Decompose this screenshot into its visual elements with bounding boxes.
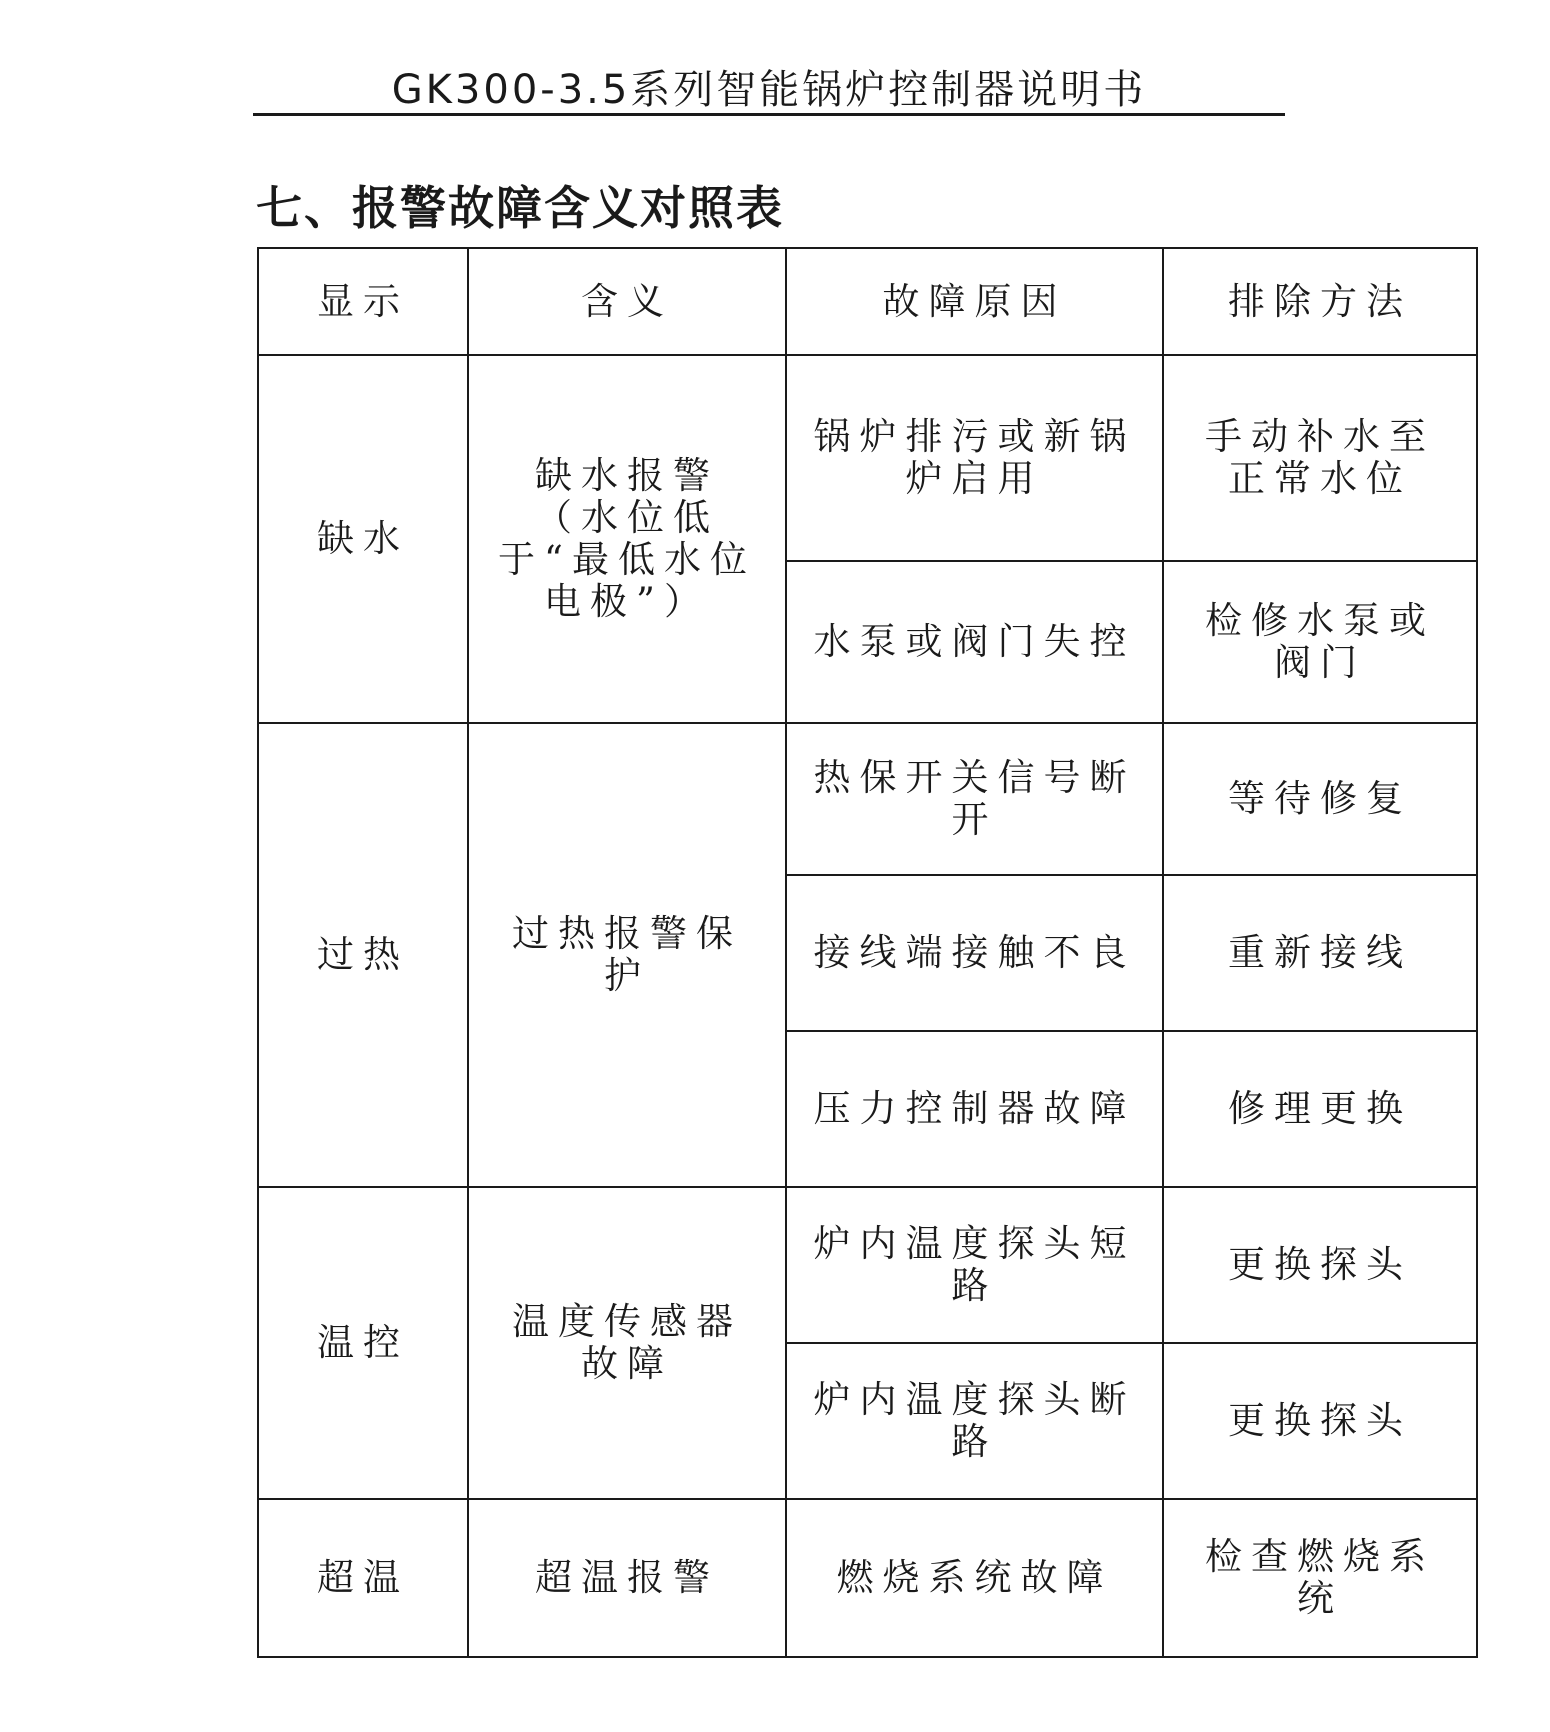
cause-cell: 接线端接触不良 [786,875,1163,1031]
meaning-cell: 缺水报警（水位低于“最低水位电极”） [468,355,786,723]
display-cell: 超温 [258,1499,468,1657]
table-row [258,1187,1477,1343]
display-cell: 缺水 [258,355,468,723]
meaning-cell: 过热报警保护 [468,723,786,1187]
column-header-display: 显示 [258,248,468,355]
column-header-cause: 故障原因 [786,248,1163,355]
remedy-cell: 等待修复 [1163,723,1477,875]
display-cell: 过热 [258,723,468,1187]
table-header-row [258,248,1477,355]
cause-cell: 炉内温度探头断路 [786,1343,1163,1499]
document-header: GK300-3.5系列智能锅炉控制器说明书 [391,67,1147,113]
remedy-cell: 更换探头 [1163,1343,1477,1499]
cause-cell: 燃烧系统故障 [786,1499,1163,1657]
remedy-cell: 更换探头 [1163,1187,1477,1343]
cause-cell: 水泵或阀门失控 [786,561,1163,723]
remedy-cell: 修理更换 [1163,1031,1477,1187]
table-row [258,723,1477,875]
table-row [258,1499,1477,1657]
cause-cell: 压力控制器故障 [786,1031,1163,1187]
remedy-cell: 检修水泵或阀门 [1163,561,1477,723]
meaning-cell: 超温报警 [468,1499,786,1657]
remedy-cell: 手动补水至正常水位 [1163,355,1477,561]
column-header-meaning: 含义 [468,248,786,355]
cause-cell: 炉内温度探头短路 [786,1187,1163,1343]
header-divider [253,113,1285,116]
fault-reference-table [257,247,1478,1658]
table-row [258,355,1477,561]
remedy-cell: 检查燃烧系统 [1163,1499,1477,1657]
display-cell: 温控 [258,1187,468,1499]
cause-cell: 热保开关信号断开 [786,723,1163,875]
section-title: 七、报警故障含义对照表 [256,181,784,235]
column-header-remedy: 排除方法 [1163,248,1477,355]
meaning-cell: 温度传感器故障 [468,1187,786,1499]
cause-cell: 锅炉排污或新锅炉启用 [786,355,1163,561]
remedy-cell: 重新接线 [1163,875,1477,1031]
